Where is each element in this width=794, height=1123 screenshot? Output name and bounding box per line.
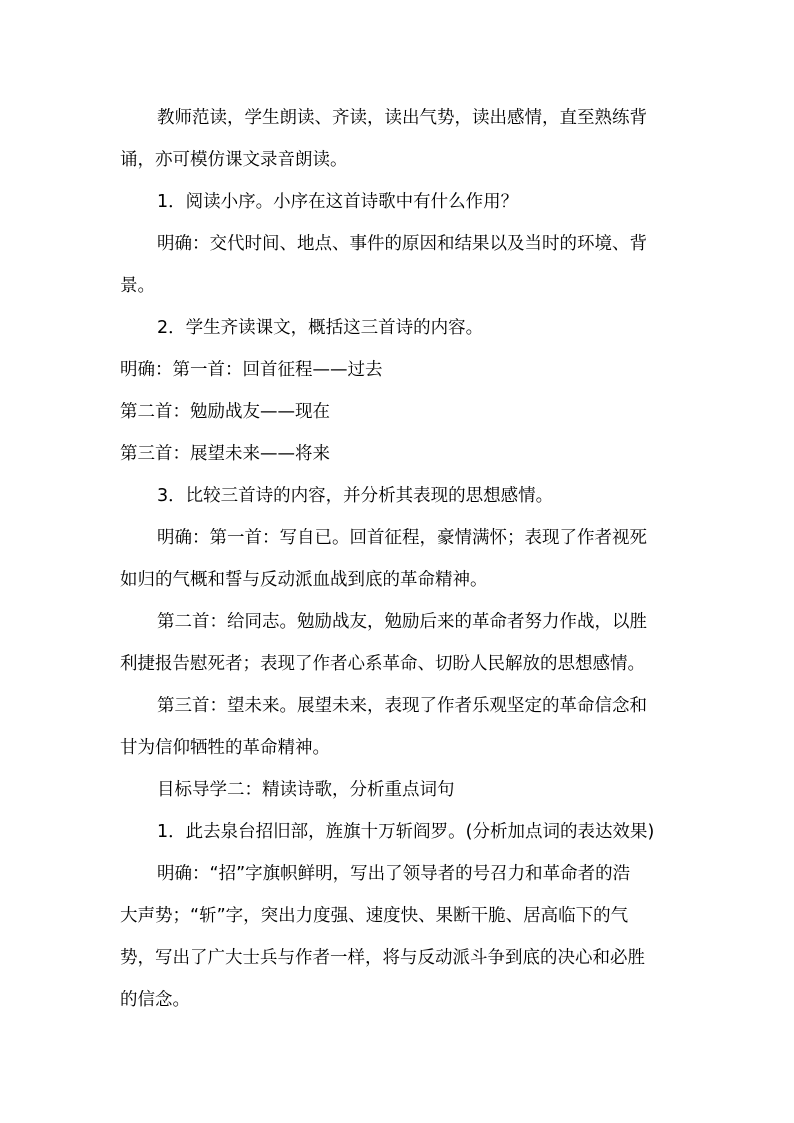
question-key-words <box>120 811 680 853</box>
text-line: 目标导学二：精读诗歌，分析重点词句 <box>157 780 455 800</box>
text-line: 的信念。 <box>120 990 190 1010</box>
text-line: 明确：第一首：写自已。回首征程，豪情满怀；表现了作者视死 <box>157 528 647 548</box>
answer-poem-1 <box>120 349 680 391</box>
text-line: 第三首：望未来。展望未来，表现了作者乐观坚定的革命信念和 <box>157 696 647 716</box>
text-line: 诵，亦可模仿课文录音朗读。 <box>120 150 348 170</box>
text-line: 第二首：勉励战友——现在 <box>120 402 330 422</box>
answer-preface-function <box>120 223 680 307</box>
text-line: 明确：“招”字旗帜鲜明，写出了领导者的号召力和革命者的浩 <box>157 864 631 884</box>
text-line: 3．比较三首诗的内容，并分析其表现的思想感情。 <box>157 486 554 506</box>
paragraph-teacher-reading <box>120 97 680 181</box>
question-1-preface <box>120 181 680 223</box>
answer-third-poem-emotion <box>120 685 680 769</box>
text-line: 2．学生齐读课文，概括这三首诗的内容。 <box>157 318 484 338</box>
text-line: 明确：第一首：回首征程——过去 <box>120 360 383 380</box>
section-heading-objective-2 <box>120 769 680 811</box>
text-line: 第三首：展望未来——将来 <box>120 444 330 464</box>
answer-poem-3 <box>120 433 680 475</box>
text-line: 景。 <box>120 276 155 296</box>
text-line: 大声势；“斩”字，突出力度强、速度快、果断干脆、居高临下的气 <box>120 906 629 926</box>
text-line: 第二首：给同志。勉励战友，勉励后来的革命者努力作战，以胜 <box>157 612 647 632</box>
text-line: 教师范读，学生朗读、齐读，读出气势，读出感情，直至熟练背 <box>157 108 647 128</box>
text-line: 1．阅读小序。小序在这首诗歌中有什么作用？ <box>157 192 519 212</box>
answer-key-words <box>120 853 680 1021</box>
question-2-summary <box>120 307 680 349</box>
answer-first-poem-emotion <box>120 517 680 601</box>
answer-poem-2 <box>120 391 680 433</box>
answer-second-poem-emotion <box>120 601 680 685</box>
text-line: 利捷报告慰死者；表现了作者心系革命、切盼人民解放的思想感情。 <box>120 654 645 674</box>
text-line: 甘为信仰牺牲的革命精神。 <box>120 738 330 758</box>
question-3-compare <box>120 475 680 517</box>
text-line: 1．此去泉台招旧部，旌旗十万斩阎罗。(分析加点词的表达效果) <box>157 822 655 842</box>
text-line: 如归的气概和誓与反动派血战到底的革命精神。 <box>120 570 488 590</box>
text-line: 明确：交代时间、地点、事件的原因和结果以及当时的环境、背 <box>157 234 647 254</box>
text-line: 势，写出了广大士兵与作者一样，将与反动派斗争到底的决心和必胜 <box>120 948 645 968</box>
